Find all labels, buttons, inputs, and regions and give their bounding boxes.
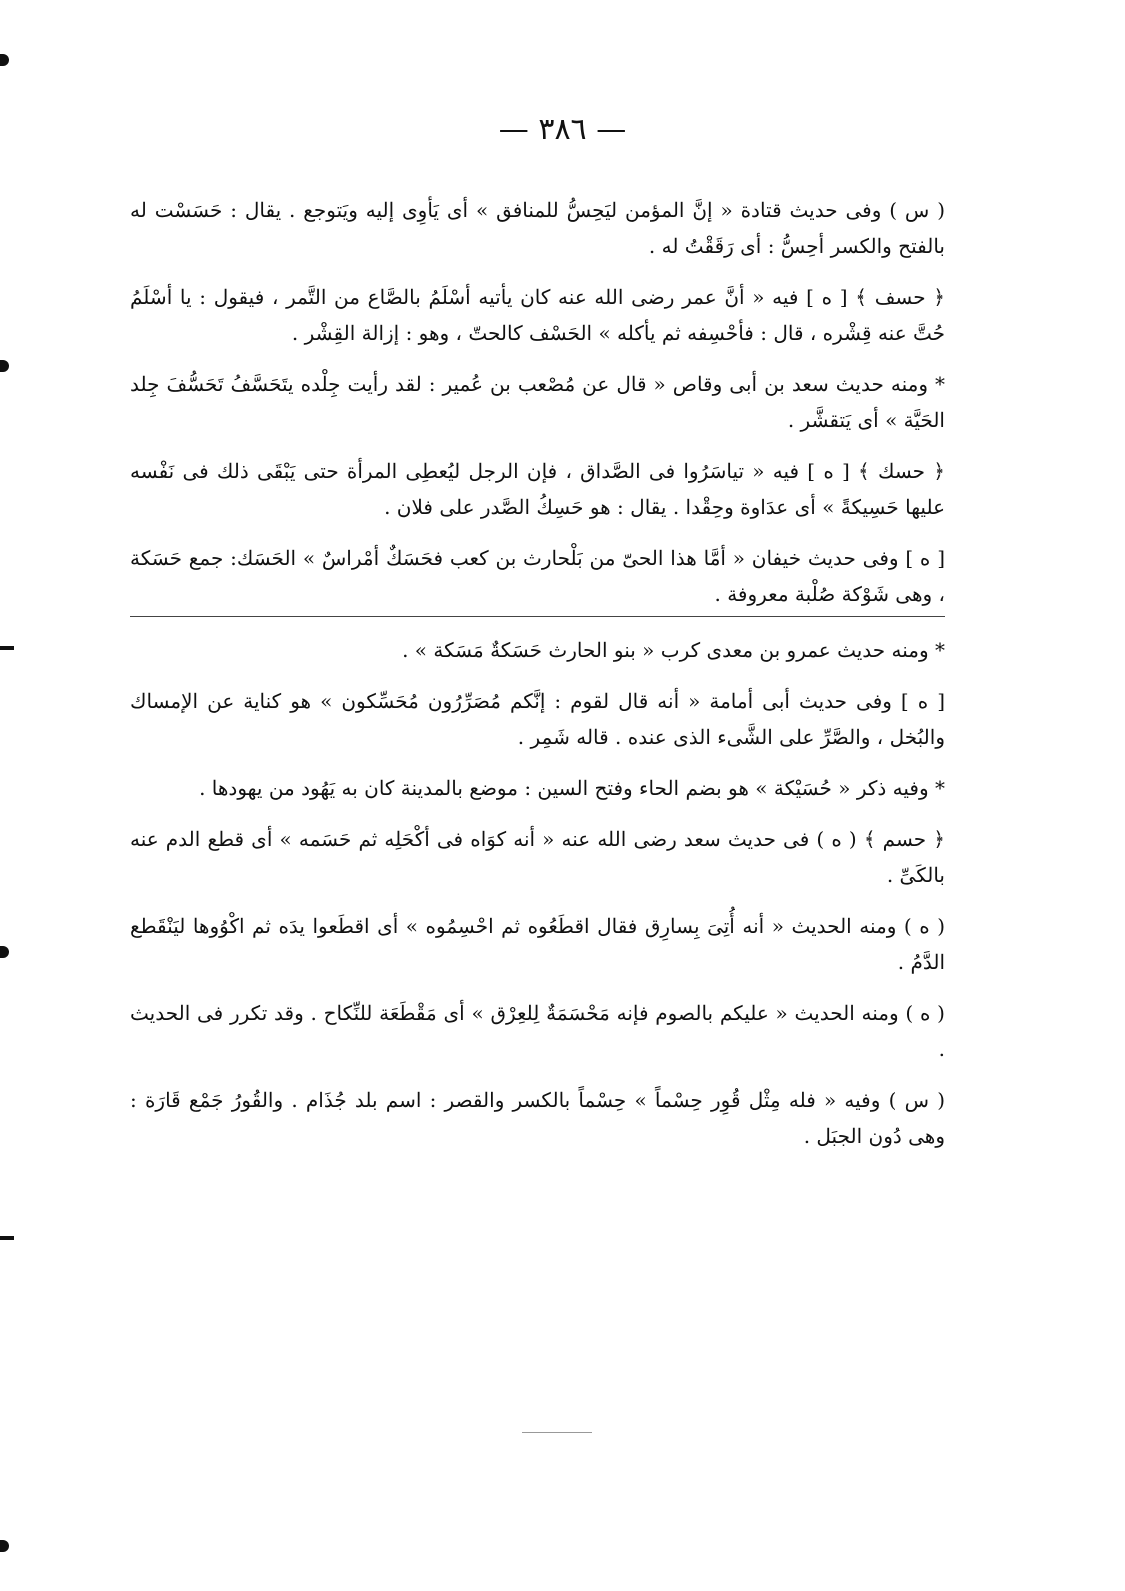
entry-paragraph: [ ه ] وفى حديث أبى أمامة « أنه قال لقوم : إنَّكم مُصَرِّرُون مُحَسِّكون » هو كناية عن الإمساك والبُخل ، والصَّرِّ على الشَّىء الذى عنده . قاله شَمِر . xyxy=(130,689,946,749)
entry-paragraph: ( س ) وفيه « فله مِثْل قُوِر حِسْماً » حِسْماً بالكسر والقصر : اسم بلد جُذَام . والقُورُ جَمْع قَارَة : وهى دُون الجبَل . xyxy=(130,1088,945,1148)
entry-paragraph: * ومنه حديث عمرو بن معدى كرب « بنو الحارث حَسَكةٌ مَسَكة » . xyxy=(402,638,945,662)
entry-paragraph: ﴿ حسف ﴾ [ ه ] فيه « أنَّ عمر رضى الله عنه كان يأتيه أسْلَمُ بالصَّاع من التَّمر ، فيقول : يا أسْلَمُ حُتَّ عنه قِشْره ، قال : فأحْسِفه ثم يأكله » الحَسْف كالحتّ ، وهو : إزالة القِشْر . xyxy=(130,285,945,345)
margin-mark xyxy=(0,1236,14,1240)
footer-rule xyxy=(522,1432,592,1433)
entry-paragraph: ( ه ) ومنه الحديث « عليكم بالصوم فإنه مَحْسَمَةٌ لِلعِرْق » أى مَقْطَعَة للنِّكاح . وقد تكرر فى الحديث . xyxy=(130,1001,945,1061)
margin-mark xyxy=(0,946,9,958)
entry-paragraph: ﴿ حسك ﴾ [ ه ] فيه « تياسَرُوا فى الصَّداق ، فإن الرجل ليُعطِى المرأة حتى يَبْقَى ذلك فى نَفْسه عليها حَسِيكةً » أى عدَاوة وحِقْدا . يقال : هو حَسِكُ الصَّدر على فلان . xyxy=(130,459,945,519)
margin-mark xyxy=(0,54,9,66)
margin-mark xyxy=(0,360,9,372)
margin-mark xyxy=(0,1540,9,1552)
margin-mark xyxy=(0,646,14,650)
page-body xyxy=(130,192,945,1169)
entry-paragraph: ﴿ حسم ﴾ ( ه ) فى حديث سعد رضى الله عنه « أنه كوَاه فى أكْحَلِه ثم حَسَمه » أى قطع الدم عنه بالكَىِّ . xyxy=(130,827,945,887)
entry-paragraph: ( ه ) ومنه الحديث « أنه أُتِىَ بِسارِق فقال اقطَعُوه ثم احْسِمُوه » أى اقطَعوا يدَه ثم اكْوُوها ليَنْقَطع الدَّمُ . xyxy=(130,914,945,974)
entry-paragraph: * وفيه ذكر « حُسَيْكة » هو بضم الحاء وفتح السين : موضع بالمدينة كان به يَهُود من يهودها . xyxy=(199,776,945,800)
entry-paragraph: ( س ) وفى حديث قتادة « إنَّ المؤمن ليَحِسُّ للمنافق » أى يَأوِى إليه ويَتوجع . يقال : حَسَسْت له بالفتح والكسر أحِسُّ : أى رَقَقْتُ له . xyxy=(130,198,945,258)
entry-paragraph: * ومنه حديث سعد بن أبى وقاص « قال عن مُصْعب بن عُمير : لقد رأيت جِلْده يتَحَسَّفُ تَحَسُّفَ جِلد الحَيَّة » أى يَتقشَّر . xyxy=(130,372,945,432)
page-number: — ٣٨٦ — xyxy=(498,112,627,147)
entry-paragraph: [ ه ] وفى حديث خيفان « أمَّا هذا الحىّ من بَلْحارث بن كعب فحَسَكٌ أمْراسٌ » الحَسَك: جمع حَسَكة ، وهى شَوْكة صُلْبة معروفة . xyxy=(130,540,945,617)
